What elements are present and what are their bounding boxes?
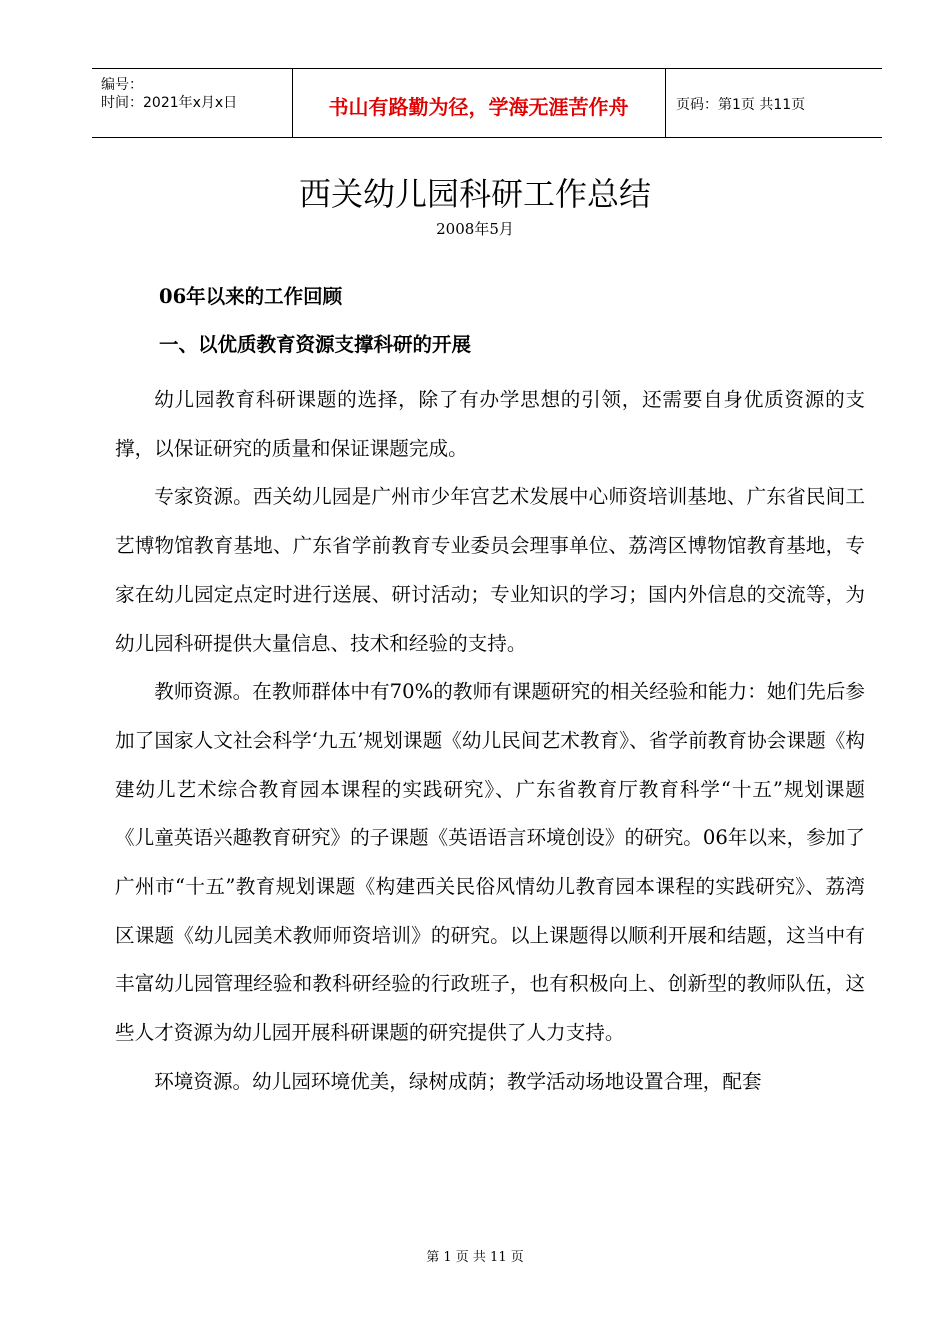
motto: 书山有路勤为径，学海无涯苦作舟 [328, 95, 629, 119]
page-footer: 第 1 页 共 11 页 [426, 1250, 524, 1265]
paragraph: 幼儿园教育科研课题的选择，除了有办学思想的引领，还需要自身优质资源的支撑，以保证研究的质量和保证课题完成。 [115, 388, 865, 460]
time-label: 时间：2021年x月x日 [101, 95, 238, 111]
document-body [115, 376, 865, 1107]
number-label: 编号： [101, 77, 143, 93]
section-heading: 06年以来的工作回顾 [159, 285, 343, 308]
paragraph: 专家资源。西关幼儿园是广州市少年宫艺术发展中心师资培训基地、广东省民间工艺博物馆教育基地、广东省学前教育专业委员会理事单位、荔湾区博物馆教育基地，专家在幼儿园定点定时进行送展、研讨活动；专业知识的学习；国内外信息的交流等，为幼儿园科研提供大量信息、技术和经验的支持。 [115, 485, 865, 655]
paragraph: 教师资源。在教师群体中有70%的教师有课题研究的相关经验和能力：她们先后参加了国家人文社会科学‘九五’规划课题《幼儿民间艺术教育》、省学前教育协会课题《构建幼儿艺术综合教育园本课程的实践研究》、广东省教育厅教育科学“十五”规划课题《儿童英语兴趣教育研究》的子课题《英语语言环境创设》的研究。06年以来，参加了广州市“十五”教育规划课题《构建西关民俗风情幼儿教育园本课程的实践研究》、荔湾区课题《幼儿园美术教师师资培训》的研究。以上课题得以顺利开展和结题，这当中有丰富幼儿园管理经验和教科研经验的行政班子，也有积极向上、创新型的教师队伍，这些人才资源为幼儿园开展科研课题的研究提供了人力支持。 [115, 680, 865, 1045]
header-motto-cell [292, 69, 666, 137]
subheading: 一、以优质教育资源支撑科研的开展 [159, 333, 472, 356]
document-header [92, 68, 882, 138]
header-page-cell [666, 69, 882, 137]
header-meta-cell [92, 69, 293, 137]
paragraph: 环境资源。幼儿园环境优美，绿树成荫；教学活动场地设置合理，配套 [154, 1069, 762, 1093]
page-info: 页码：第1页 共11页 [676, 97, 806, 113]
document-title: 西关幼儿园科研工作总结 [298, 175, 651, 213]
document-date: 2008年5月 [436, 220, 514, 238]
